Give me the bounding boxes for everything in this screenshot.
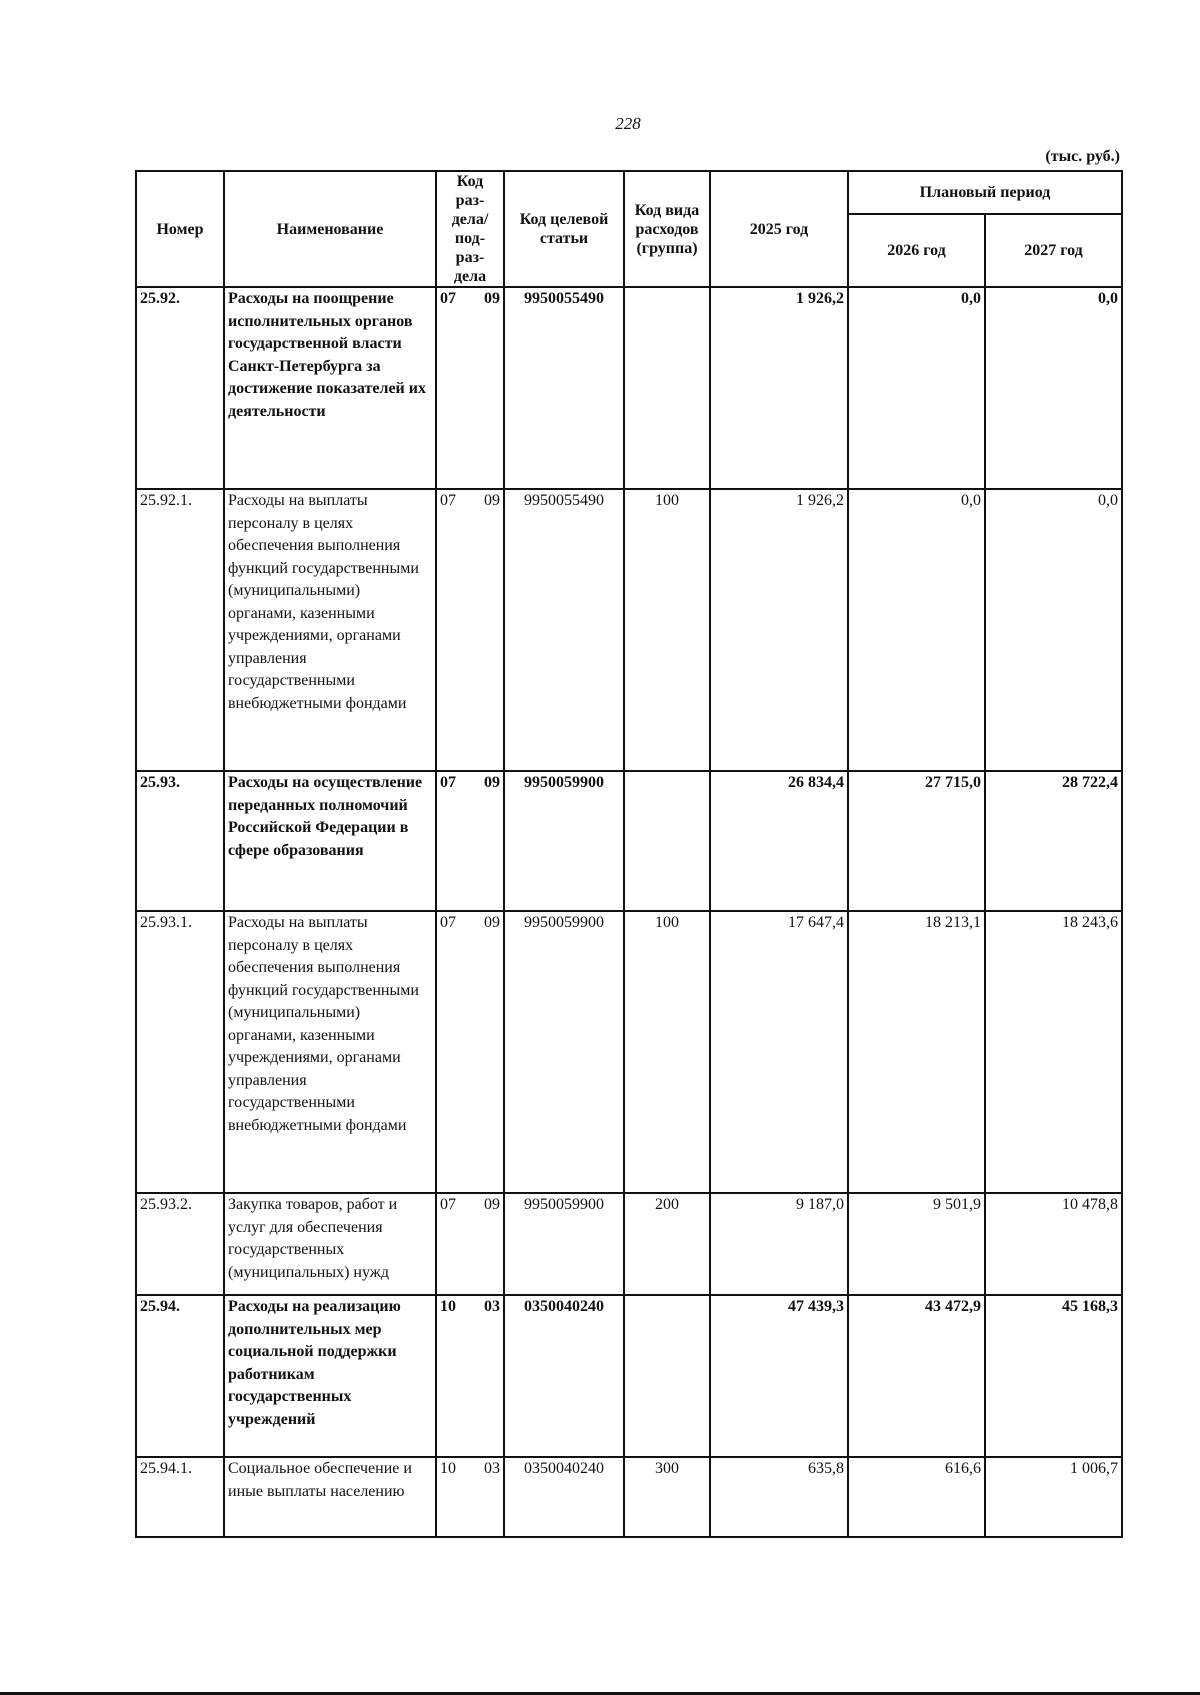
row-number: 25.93.2. (136, 1193, 224, 1295)
header-expense-type: Код вида расходов (группа) (624, 171, 710, 287)
row-name: Расходы на поощрение исполнительных органов государственной власти Санкт-Петербурга за достижение показателей их деятельности (224, 287, 436, 489)
row-subsection: 03 (484, 1298, 500, 1315)
row-number: 25.92.1. (136, 489, 224, 771)
table-row (136, 911, 1122, 1193)
row-name: Закупка товаров, работ и услуг для обеспечения государственных (муниципальных) нужд (224, 1193, 436, 1295)
row-value-2026: 18 213,1 (848, 911, 985, 1193)
header-number: Номер (136, 171, 224, 287)
row-expense-type: 200 (624, 1193, 710, 1295)
row-value-2025: 26 834,4 (710, 771, 848, 911)
row-value-2026: 616,6 (848, 1457, 985, 1537)
row-target-code: 9950055490 (504, 489, 624, 771)
row-value-2025: 1 926,2 (710, 287, 848, 489)
row-value-2027: 10 478,8 (985, 1193, 1122, 1295)
row-number: 25.93. (136, 771, 224, 911)
row-value-2027: 1 006,7 (985, 1457, 1122, 1537)
row-name: Расходы на выплаты персоналу в целях обеспечения выполнения функций государственными (муниципальными) органами, казенными учреждениями, органами управления государственными внебюджетными фондами (224, 489, 436, 771)
unit-label: (тыс. руб.) (1045, 148, 1120, 165)
row-subsection: 09 (484, 290, 500, 307)
row-section: 07 (440, 774, 456, 791)
row-target-code: 9950055490 (504, 287, 624, 489)
row-section: 10 (440, 1298, 456, 1315)
row-expense-type (624, 287, 710, 489)
row-section: 07 (440, 914, 456, 931)
row-subsection: 09 (484, 774, 500, 791)
row-name: Расходы на выплаты персоналу в целях обеспечения выполнения функций государственными (муниципальными) органами, казенными учреждениями, органами управления государственными внебюджетными фондами (224, 911, 436, 1193)
row-number: 25.92. (136, 287, 224, 489)
row-number: 25.94. (136, 1295, 224, 1457)
row-section: 10 (440, 1460, 456, 1477)
row-section-code (436, 1295, 504, 1457)
budget-table (135, 170, 1123, 1538)
row-value-2025: 47 439,3 (710, 1295, 848, 1457)
row-number: 25.93.1. (136, 911, 224, 1193)
page-number: 228 (615, 114, 641, 133)
row-value-2025: 1 926,2 (710, 489, 848, 771)
row-section-code (436, 1193, 504, 1295)
header-2025: 2025 год (710, 171, 848, 287)
row-value-2026: 43 472,9 (848, 1295, 985, 1457)
table-row (136, 1295, 1122, 1457)
row-section-code (436, 911, 504, 1193)
row-section: 07 (440, 290, 456, 307)
row-subsection: 09 (484, 492, 500, 509)
table-row (136, 1193, 1122, 1295)
row-subsection: 09 (484, 914, 500, 931)
row-target-code: 9950059900 (504, 771, 624, 911)
header-2027: 2027 год (985, 214, 1122, 287)
row-subsection: 03 (484, 1460, 500, 1477)
header-2026: 2026 год (848, 214, 985, 287)
row-target-code: 9950059900 (504, 911, 624, 1193)
row-name: Расходы на осуществление переданных полномочий Российской Федерации в сфере образования (224, 771, 436, 911)
row-section-code (436, 489, 504, 771)
row-expense-type: 300 (624, 1457, 710, 1537)
row-expense-type: 100 (624, 911, 710, 1193)
row-value-2027: 0,0 (985, 287, 1122, 489)
row-name: Расходы на реализацию дополнительных мер социальной поддержки работникам государственных учреждений (224, 1295, 436, 1457)
row-target-code: 0350040240 (504, 1457, 624, 1537)
row-section: 07 (440, 492, 456, 509)
row-value-2026: 9 501,9 (848, 1193, 985, 1295)
header-target-code: Код целевой статьи (504, 171, 624, 287)
table-row (136, 1457, 1122, 1537)
table-row (136, 287, 1122, 489)
row-number: 25.94.1. (136, 1457, 224, 1537)
row-target-code: 9950059900 (504, 1193, 624, 1295)
header-planned-period: Плановый период (848, 171, 1122, 214)
row-value-2026: 27 715,0 (848, 771, 985, 911)
row-expense-type (624, 771, 710, 911)
table-row (136, 489, 1122, 771)
row-value-2027: 28 722,4 (985, 771, 1122, 911)
row-section: 07 (440, 1196, 456, 1213)
row-name: Социальное обеспечение и иные выплаты населению (224, 1457, 436, 1537)
table-row (136, 771, 1122, 911)
row-value-2027: 18 243,6 (985, 911, 1122, 1193)
row-value-2025: 9 187,0 (710, 1193, 848, 1295)
row-section-code (436, 287, 504, 489)
row-value-2025: 17 647,4 (710, 911, 848, 1193)
header-name: Наименование (224, 171, 436, 287)
row-subsection: 09 (484, 1196, 500, 1213)
row-target-code: 0350040240 (504, 1295, 624, 1457)
row-expense-type (624, 1295, 710, 1457)
row-value-2026: 0,0 (848, 489, 985, 771)
row-value-2027: 0,0 (985, 489, 1122, 771)
header-section-code: Код раз- дела/ под- раз- дела (436, 171, 504, 287)
row-value-2027: 45 168,3 (985, 1295, 1122, 1457)
row-expense-type: 100 (624, 489, 710, 771)
row-value-2025: 635,8 (710, 1457, 848, 1537)
row-value-2026: 0,0 (848, 287, 985, 489)
row-section-code (436, 771, 504, 911)
row-section-code (436, 1457, 504, 1537)
